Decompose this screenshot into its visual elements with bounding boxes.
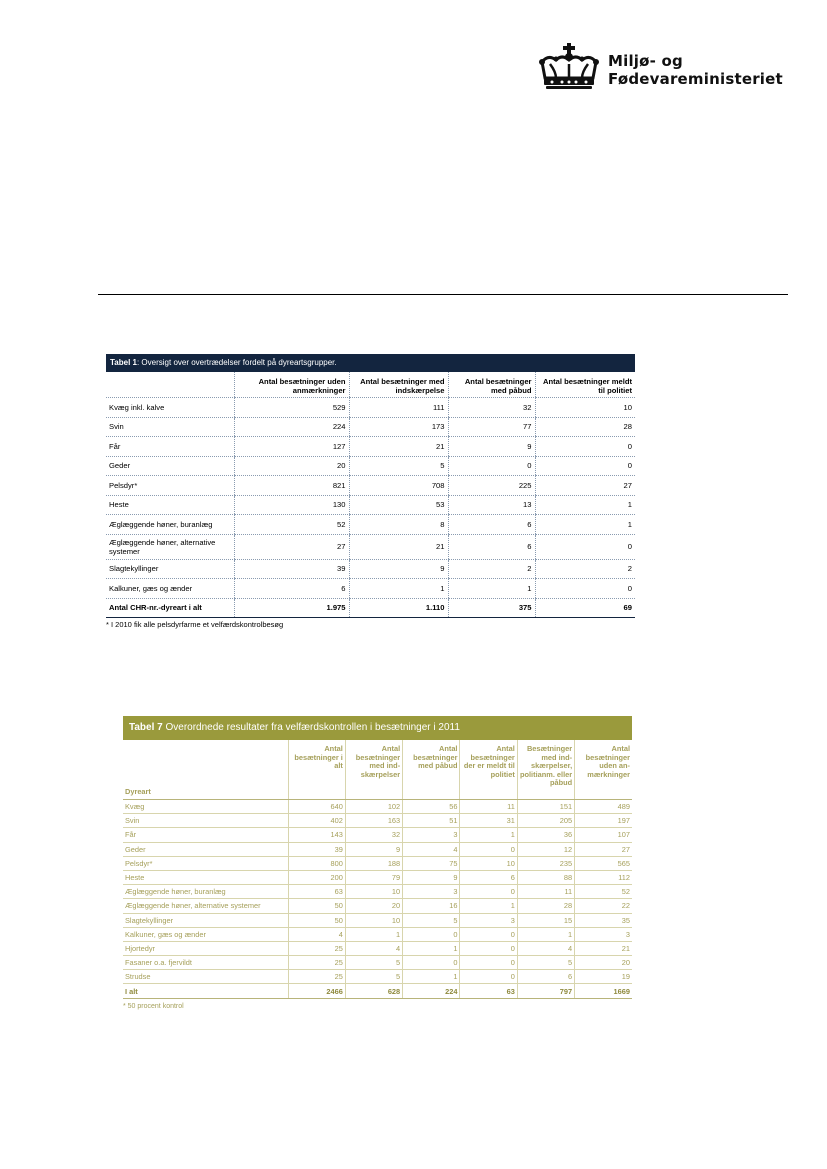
- table-cell: 50: [288, 899, 345, 913]
- table-cell: 173: [349, 417, 448, 437]
- table-row: [106, 437, 635, 457]
- table-1-caption-label: Tabel 1: [110, 358, 137, 367]
- table-cell: 821: [234, 476, 349, 496]
- table-cell: 708: [349, 476, 448, 496]
- table-cell: 52: [234, 515, 349, 535]
- table-1: [106, 354, 635, 629]
- table-cell: 0: [448, 456, 535, 476]
- row-label: Får: [123, 828, 288, 842]
- table-cell: 39: [288, 842, 345, 856]
- table-cell: 151: [517, 800, 574, 814]
- table-cell: 25: [288, 956, 345, 970]
- table-cell: 28: [535, 417, 635, 437]
- table-cell: 2: [535, 559, 635, 579]
- table-cell: 188: [345, 856, 402, 870]
- table-cell: 15: [517, 913, 574, 927]
- table-cell: 21: [575, 941, 632, 955]
- table-cell: 2466: [288, 984, 345, 998]
- table-cell: 21: [349, 437, 448, 457]
- row-label: Fasaner o.a. fjervildt: [123, 956, 288, 970]
- table-cell: 77: [448, 417, 535, 437]
- row-label: Får: [106, 437, 234, 457]
- total-row: [106, 598, 635, 618]
- column-header: [106, 372, 234, 398]
- table-cell: 375: [448, 598, 535, 618]
- table-cell: 225: [448, 476, 535, 496]
- table-row: [123, 814, 632, 828]
- table-cell: 25: [288, 970, 345, 984]
- table-cell: 20: [575, 956, 632, 970]
- table-cell: 224: [403, 984, 460, 998]
- table-cell: 0: [403, 956, 460, 970]
- table-cell: 1.110: [349, 598, 448, 618]
- row-header: Dyreart: [123, 740, 288, 800]
- table-cell: 32: [345, 828, 402, 842]
- row-label: Strudse: [123, 970, 288, 984]
- table-cell: 1.975: [234, 598, 349, 618]
- row-label: I alt: [123, 984, 288, 998]
- table-header-row: [106, 372, 635, 398]
- crown-icon: [536, 42, 602, 92]
- table-cell: 79: [345, 870, 402, 884]
- table-7-grid: [123, 740, 632, 999]
- row-label: Pelsdyr*: [123, 856, 288, 870]
- column-header: Antal besætninger i alt: [288, 740, 345, 800]
- table-cell: 10: [460, 856, 517, 870]
- table-cell: 2: [448, 559, 535, 579]
- table-row: [106, 417, 635, 437]
- table-cell: 3: [460, 913, 517, 927]
- table-cell: 0: [460, 970, 517, 984]
- row-label: Svin: [106, 417, 234, 437]
- row-label: Geder: [106, 456, 234, 476]
- table-cell: 6: [460, 870, 517, 884]
- table-cell: 39: [234, 559, 349, 579]
- row-label: Slagtekyllinger: [106, 559, 234, 579]
- table-cell: 4: [517, 941, 574, 955]
- table-cell: 22: [575, 899, 632, 913]
- table-cell: 11: [517, 885, 574, 899]
- table-cell: 1: [345, 927, 402, 941]
- table-cell: 0: [460, 842, 517, 856]
- table-cell: 5: [345, 956, 402, 970]
- table-cell: 4: [345, 941, 402, 955]
- table-cell: 20: [234, 456, 349, 476]
- table-cell: 205: [517, 814, 574, 828]
- table-cell: 16: [403, 899, 460, 913]
- table-cell: 27: [535, 476, 635, 496]
- table-cell: 3: [575, 927, 632, 941]
- row-label: Kvæg inkl. kalve: [106, 398, 234, 418]
- table-cell: 112: [575, 870, 632, 884]
- table-cell: 0: [535, 456, 635, 476]
- column-header: Antal besætninger meldt til politiet: [535, 372, 635, 398]
- table-cell: 5: [517, 956, 574, 970]
- row-label: Slagtekyllinger: [123, 913, 288, 927]
- table-cell: 4: [288, 927, 345, 941]
- table-cell: 628: [345, 984, 402, 998]
- table-cell: 0: [460, 941, 517, 955]
- table-cell: 1669: [575, 984, 632, 998]
- table-row: [123, 956, 632, 970]
- table-cell: 36: [517, 828, 574, 842]
- row-label: Hjortedyr: [123, 941, 288, 955]
- table-cell: 0: [535, 579, 635, 599]
- table-cell: 20: [345, 899, 402, 913]
- table-cell: 3: [403, 885, 460, 899]
- table-cell: 19: [575, 970, 632, 984]
- table-cell: 63: [460, 984, 517, 998]
- table-cell: 1: [349, 579, 448, 599]
- table-header-row: [123, 740, 632, 800]
- row-label: Geder: [123, 842, 288, 856]
- table-cell: 0: [460, 956, 517, 970]
- table-cell: 8: [349, 515, 448, 535]
- table-cell: 1: [535, 515, 635, 535]
- table-cell: 9: [448, 437, 535, 457]
- table-cell: 0: [403, 927, 460, 941]
- table-cell: 5: [345, 970, 402, 984]
- table-cell: 6: [448, 534, 535, 559]
- table-cell: 163: [345, 814, 402, 828]
- table-cell: 640: [288, 800, 345, 814]
- table-cell: 6: [234, 579, 349, 599]
- table-7-caption-label: Tabel 7: [129, 722, 163, 733]
- column-header: Antal besætninger med indskærpelse: [349, 372, 448, 398]
- table-1-caption: [106, 354, 635, 372]
- table-row: [106, 456, 635, 476]
- table-cell: 5: [349, 456, 448, 476]
- row-label: Kvæg: [123, 800, 288, 814]
- table-row: [123, 856, 632, 870]
- row-label: Antal CHR-nr.-dyreart i alt: [106, 598, 234, 618]
- table-cell: 31: [460, 814, 517, 828]
- table-cell: 224: [234, 417, 349, 437]
- table-cell: 1: [448, 579, 535, 599]
- table-cell: 21: [349, 534, 448, 559]
- table-7-caption: [123, 716, 632, 740]
- table-cell: 402: [288, 814, 345, 828]
- table-row: [123, 870, 632, 884]
- table-cell: 4: [403, 842, 460, 856]
- table-cell: 27: [575, 842, 632, 856]
- table-row: [106, 515, 635, 535]
- table-cell: 197: [575, 814, 632, 828]
- table-cell: 1: [517, 927, 574, 941]
- table-cell: 56: [403, 800, 460, 814]
- column-header: Besætninger med ind-skærpelser, politianm. eller påbud: [517, 740, 574, 800]
- table-cell: 28: [517, 899, 574, 913]
- table-row: [123, 800, 632, 814]
- table-cell: 32: [448, 398, 535, 418]
- row-label: Æglæggende høner, alternative systemer: [106, 534, 234, 559]
- table-cell: 489: [575, 800, 632, 814]
- table-cell: 12: [517, 842, 574, 856]
- table-cell: 529: [234, 398, 349, 418]
- table-cell: 235: [517, 856, 574, 870]
- table-row: [123, 842, 632, 856]
- table-cell: 10: [535, 398, 635, 418]
- table-row: [123, 913, 632, 927]
- table-cell: 130: [234, 495, 349, 515]
- table-7: [123, 716, 632, 1010]
- table-cell: 0: [460, 885, 517, 899]
- table-7-footnote: * 50 procent kontrol: [123, 1002, 184, 1010]
- row-label: Pelsdyr*: [106, 476, 234, 496]
- table-cell: 6: [517, 970, 574, 984]
- table-cell: 69: [535, 598, 635, 618]
- table-row: [106, 579, 635, 599]
- table-1-footnote: * I 2010 fik alle pelsdyrfarme et velfærdskontrolbesøg: [106, 620, 284, 629]
- column-header: Antal besætninger med påbud: [448, 372, 535, 398]
- table-row: [123, 927, 632, 941]
- table-row: [123, 885, 632, 899]
- total-row: [123, 984, 632, 998]
- table-cell: 10: [345, 885, 402, 899]
- table-row: [123, 899, 632, 913]
- table-cell: 127: [234, 437, 349, 457]
- table-cell: 10: [345, 913, 402, 927]
- table-cell: 0: [535, 437, 635, 457]
- table-row: [106, 476, 635, 496]
- table-row: [123, 828, 632, 842]
- table-cell: 3: [403, 828, 460, 842]
- ministry-name: [608, 52, 783, 88]
- column-header: Antal besætninger der er meldt til politiet: [460, 740, 517, 800]
- table-cell: 75: [403, 856, 460, 870]
- row-label: Kalkuner, gæs og ænder: [123, 927, 288, 941]
- table-row: [106, 495, 635, 515]
- table-cell: 111: [349, 398, 448, 418]
- horizontal-divider: [98, 294, 788, 295]
- column-header: Antal besætninger uden an-mærkninger: [575, 740, 632, 800]
- table-cell: 107: [575, 828, 632, 842]
- column-header: Antal besætninger uden anmærkninger: [234, 372, 349, 398]
- table-cell: 800: [288, 856, 345, 870]
- table-cell: 6: [448, 515, 535, 535]
- table-cell: 9: [403, 870, 460, 884]
- table-cell: 1: [403, 970, 460, 984]
- row-label: Heste: [106, 495, 234, 515]
- table-row: [106, 559, 635, 579]
- table-cell: 50: [288, 913, 345, 927]
- table-cell: 200: [288, 870, 345, 884]
- table-cell: 11: [460, 800, 517, 814]
- table-cell: 797: [517, 984, 574, 998]
- table-row: [123, 941, 632, 955]
- table-cell: 1: [535, 495, 635, 515]
- table-cell: 27: [234, 534, 349, 559]
- table-cell: 1: [403, 941, 460, 955]
- table-row: [123, 970, 632, 984]
- table-cell: 143: [288, 828, 345, 842]
- column-header: Antal besætninger med ind-skærpelser: [345, 740, 402, 800]
- table-cell: 25: [288, 941, 345, 955]
- table-cell: 565: [575, 856, 632, 870]
- table-cell: 13: [448, 495, 535, 515]
- table-cell: 1: [460, 899, 517, 913]
- table-cell: 53: [349, 495, 448, 515]
- row-label: Heste: [123, 870, 288, 884]
- table-cell: 9: [345, 842, 402, 856]
- ministry-name-line1: Miljø- og: [608, 52, 683, 70]
- table-cell: 88: [517, 870, 574, 884]
- table-7-caption-text: Overordnede resultater fra velfærdskontrollen i besætninger i 2011: [162, 722, 460, 733]
- table-cell: 1: [460, 828, 517, 842]
- row-label: Svin: [123, 814, 288, 828]
- table-1-grid: [106, 372, 635, 618]
- table-row: [106, 398, 635, 418]
- table-cell: 35: [575, 913, 632, 927]
- table-cell: 5: [403, 913, 460, 927]
- table-1-caption-text: : Oversigt over overtrædelser fordelt på dyreartsgrupper.: [136, 358, 337, 367]
- table-cell: 52: [575, 885, 632, 899]
- table-cell: 0: [460, 927, 517, 941]
- column-header: Antal besætninger med påbud: [403, 740, 460, 800]
- row-label: Kalkuner, gæs og ænder: [106, 579, 234, 599]
- table-cell: 0: [535, 534, 635, 559]
- table-cell: 102: [345, 800, 402, 814]
- table-row: [106, 534, 635, 559]
- row-label: Æglæggende høner, buranlæg: [123, 885, 288, 899]
- ministry-name-line2: Fødevareministeriet: [608, 70, 783, 88]
- table-cell: 51: [403, 814, 460, 828]
- table-cell: 9: [349, 559, 448, 579]
- row-label: Æglæggende høner, alternative systemer: [123, 899, 288, 913]
- row-label: Æglæggende høner, buranlæg: [106, 515, 234, 535]
- table-cell: 63: [288, 885, 345, 899]
- ministry-logo: [536, 42, 783, 94]
